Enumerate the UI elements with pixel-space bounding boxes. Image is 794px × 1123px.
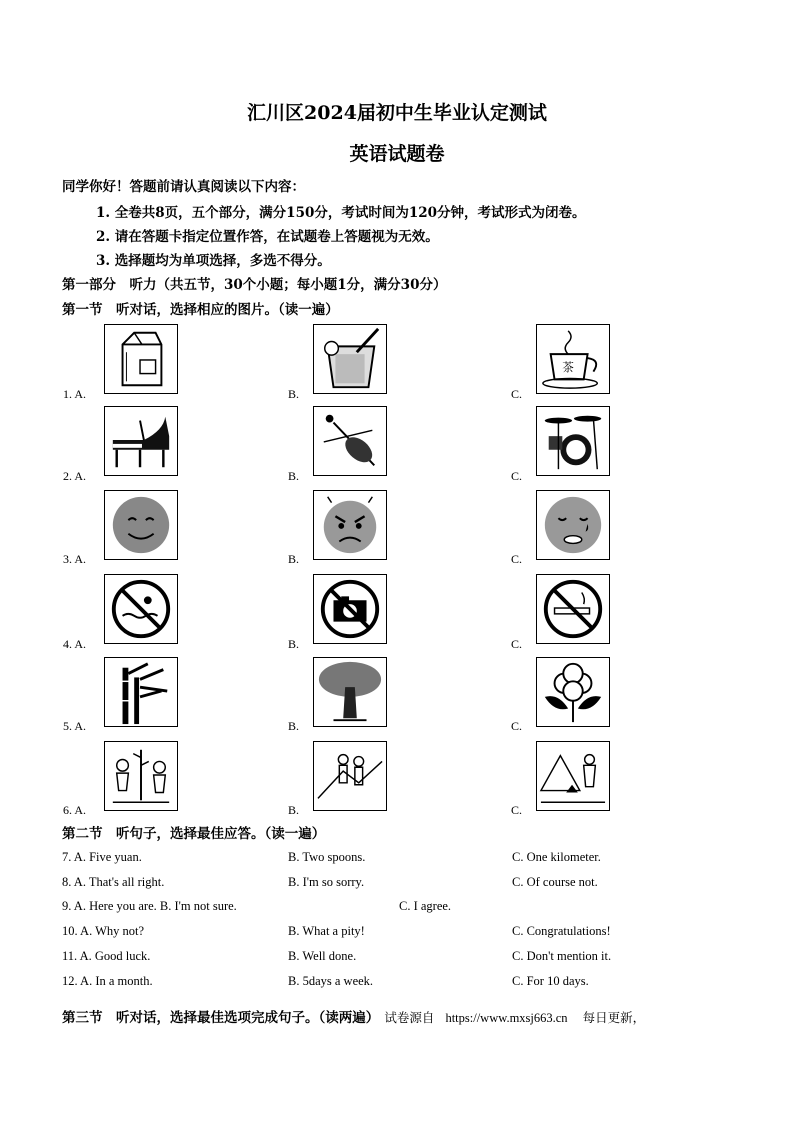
hiking-icon[interactable] — [313, 741, 387, 811]
juice-glass-icon[interactable] — [313, 324, 387, 394]
q6-label-c: C. — [511, 803, 523, 817]
flower-icon[interactable] — [536, 657, 610, 727]
q6-label-b: B. — [288, 803, 300, 817]
q11-option-a: 11. A. Good luck. — [62, 949, 151, 963]
q3-label-c: C. — [511, 552, 523, 566]
note-2: 2. 请在答题卡指定位置作答，在试题卷上答题视为无效。 — [96, 229, 439, 245]
note-3: 3. 选择题均为单项选择，多选不得分。 — [96, 253, 331, 269]
footer-url[interactable]: https://www.mxsj663.cn — [445, 1011, 568, 1025]
footer-update: 每日更新， — [582, 1010, 646, 1025]
greeting: 同学你好！答题前请认真阅读以下内容： — [62, 179, 305, 195]
bamboo-icon[interactable] — [104, 657, 178, 727]
q11-option-b: B. Well done. — [288, 949, 357, 963]
no-photos-icon[interactable] — [313, 574, 387, 644]
footer-source: 试卷源自 — [384, 1010, 435, 1025]
q5-label-a: 5. A. — [63, 719, 87, 733]
no-swimming-icon[interactable] — [104, 574, 178, 644]
camping-icon[interactable] — [536, 741, 610, 811]
q2-label-c: C. — [511, 469, 523, 483]
page-subtitle: 英语试题卷 — [349, 143, 445, 165]
q9-option-ab: 9. A. Here you are. B. I'm not sure. — [62, 899, 237, 913]
happy-face-icon[interactable] — [104, 490, 178, 560]
q8-option-b: B. I'm so sorry. — [288, 875, 365, 889]
q2-label-b: B. — [288, 469, 300, 483]
q5-label-c: C. — [511, 719, 523, 733]
piano-icon[interactable] — [104, 406, 178, 476]
q10-option-a: 10. A. Why not? — [62, 924, 145, 938]
tree-icon[interactable] — [313, 657, 387, 727]
section1-heading: 第一节 听对话，选择相应的图片。（读一遍） — [62, 302, 339, 318]
tea-cup-icon[interactable] — [536, 324, 610, 394]
note-1: 1. 全卷共8页，五个部分，满分150分，考试时间为120分钟，考试形式为闭卷。 — [96, 205, 586, 221]
q10-option-b: B. What a pity! — [288, 924, 365, 938]
q7-option-b: B. Two spoons. — [288, 850, 366, 864]
q12-option-a: 12. A. In a month. — [62, 974, 153, 988]
angry-face-icon[interactable] — [313, 490, 387, 560]
q1-label-b: B. — [288, 387, 300, 401]
q2-label-a: 2. A. — [63, 469, 87, 483]
q11-option-c: C. Don't mention it. — [512, 949, 612, 963]
part1-heading: 第一部分 听力（共五节，30个小题；每小题1分，满分30分） — [62, 277, 447, 293]
q3-label-b: B. — [288, 552, 300, 566]
q5-label-b: B. — [288, 719, 300, 733]
q4-label-a: 4. A. — [63, 637, 87, 651]
q1-label-a: 1. A. — [63, 387, 87, 401]
q8-option-c: C. Of course not. — [512, 875, 598, 889]
planting-trees-icon[interactable] — [104, 741, 178, 811]
q4-label-b: B. — [288, 637, 300, 651]
section2-heading: 第二节 听句子，选择最佳应答。（读一遍） — [62, 826, 326, 842]
q12-option-c: C. For 10 days. — [512, 974, 589, 988]
q3-label-a: 3. A. — [63, 552, 87, 566]
tea-char: 茶 — [562, 360, 574, 375]
drum-kit-icon[interactable] — [536, 406, 610, 476]
q1-label-c: C. — [511, 387, 523, 401]
milk-carton-icon[interactable] — [104, 324, 178, 394]
no-smoking-icon[interactable] — [536, 574, 610, 644]
violin-icon[interactable] — [313, 406, 387, 476]
q4-label-c: C. — [511, 637, 523, 651]
section3-line — [62, 1006, 645, 1026]
q7-option-c: C. One kilometer. — [512, 850, 601, 864]
page-title: 汇川区2024届初中生毕业认定测试 — [247, 102, 547, 124]
q7-option-a: 7. A. Five yuan. — [62, 850, 142, 864]
q10-option-c: C. Congratulations! — [512, 924, 611, 938]
q6-label-a: 6. A. — [63, 803, 87, 817]
q12-option-b: B. 5days a week. — [288, 974, 374, 988]
q9-option-c: C. I agree. — [399, 899, 452, 913]
q8-option-a: 8. A. That's all right. — [62, 875, 165, 889]
section3-heading: 第三节 听对话，选择最佳选项完成句子。（读两遍） — [62, 1010, 380, 1026]
sad-face-icon[interactable] — [536, 490, 610, 560]
